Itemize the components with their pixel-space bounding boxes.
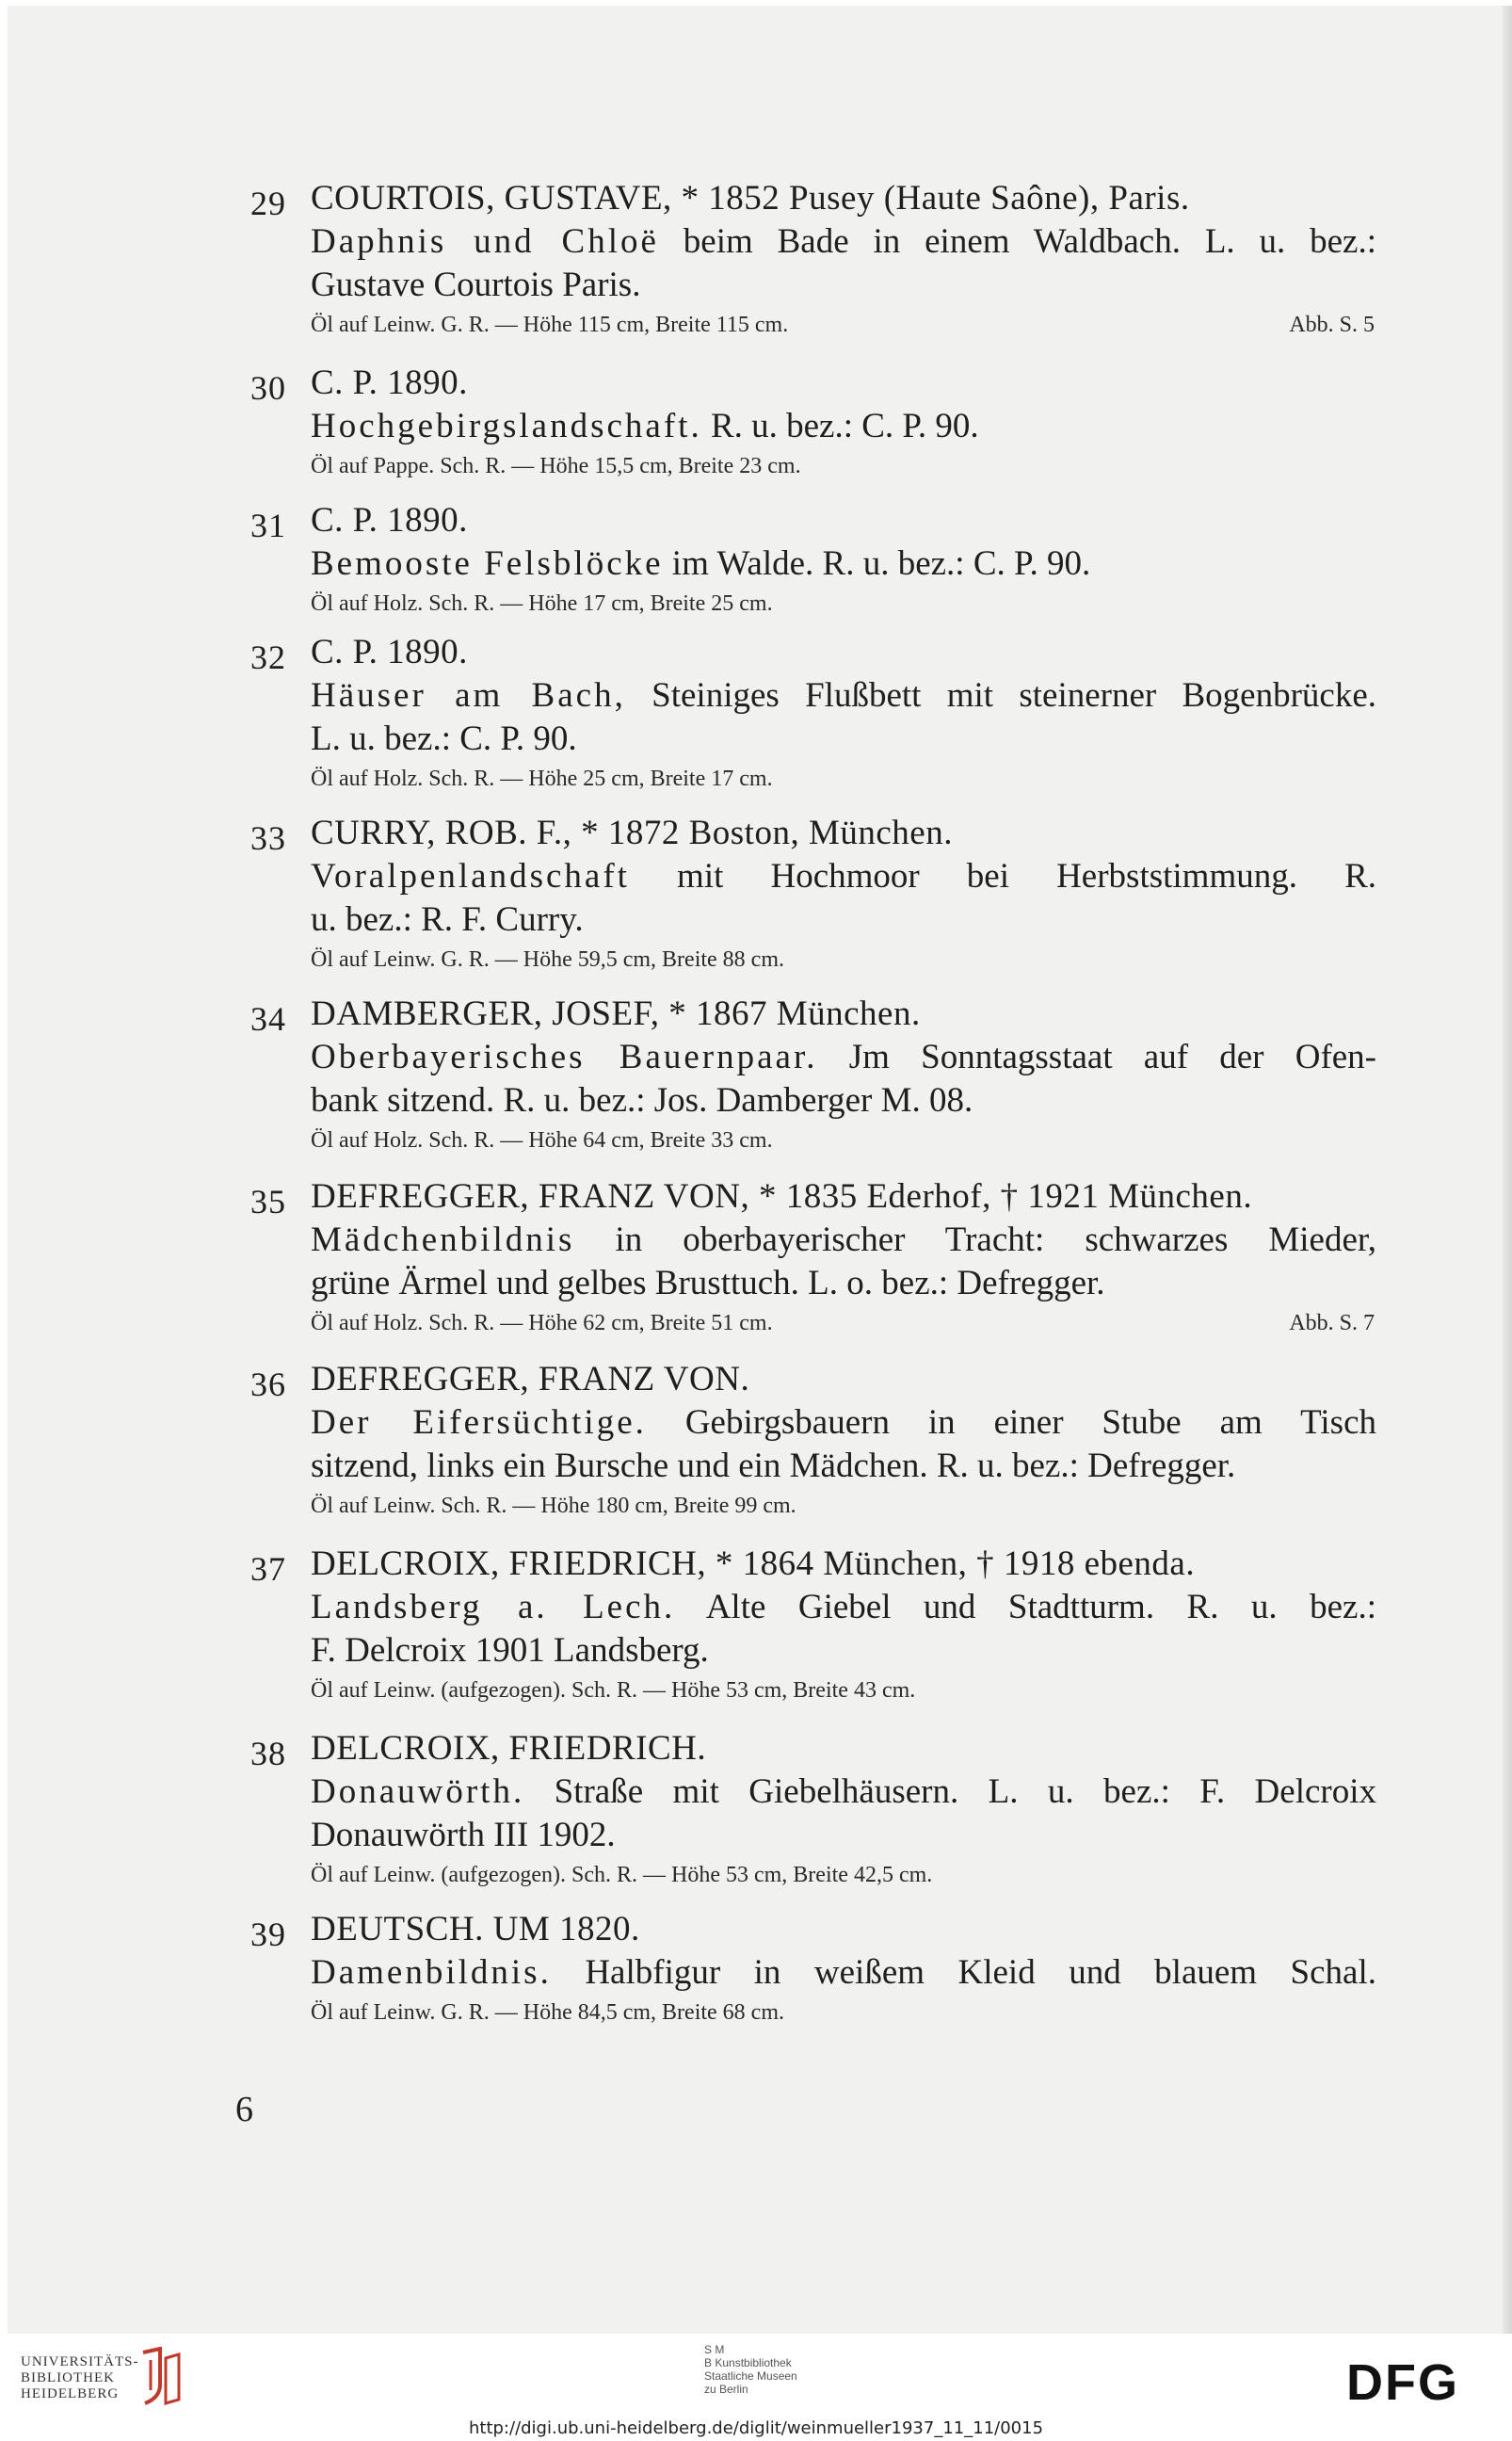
description-text: Straße mit Giebelhäusern. L. u. bez.: F. Delcroix <box>554 1772 1377 1811</box>
entry-number: 37 <box>250 1550 286 1588</box>
description-continuation: Gustave Courtois Paris. <box>311 266 641 304</box>
entry-heading: DEUTSCH. UM 1820. <box>311 1910 640 1948</box>
description-continuation: Donauwörth III 1902. <box>311 1816 616 1854</box>
description-text: Steiniges Flußbett mit steinerner Bogenbrücke. <box>651 676 1377 715</box>
entry-description <box>311 1586 1376 1629</box>
viewer-footer <box>0 2334 1512 2441</box>
entry-heading: C. P. 1890. <box>311 364 468 402</box>
entry-heading: DEFREGGER, FRANZ VON, * 1835 Ederhof, † 1921 München. <box>311 1177 1253 1216</box>
entry-number: 29 <box>250 185 286 222</box>
description-text: Alte Giebel und Stadtturm. R. u. bez.: <box>705 1588 1376 1626</box>
entry-heading: DAMBERGER, JOSEF, * 1867 München. <box>311 994 921 1033</box>
technical-details: Öl auf Leinw. G. R. — Höhe 115 cm, Breite 115 cm. <box>311 313 789 337</box>
entry-heading: C. P. 1890. <box>311 633 468 671</box>
entry-number: 38 <box>250 1735 286 1772</box>
entry-number: 34 <box>250 1000 286 1038</box>
technical-details: Öl auf Pappe. Sch. R. — Höhe 15,5 cm, Breite 23 cm. <box>311 454 801 478</box>
entry-description <box>311 1951 1376 1995</box>
page-url[interactable]: http://digi.ub.uni-heidelberg.de/diglit/weinmueller1937_11_11/0015 <box>468 2418 1044 2438</box>
entry-heading: DELCROIX, FRIEDRICH. <box>311 1729 707 1768</box>
dfg-logo-text: DFG <box>1346 2354 1459 2407</box>
entry-number: 32 <box>250 639 286 676</box>
entry-description <box>311 405 979 448</box>
entry-description <box>311 1401 1376 1445</box>
entry-number: 39 <box>250 1916 286 1953</box>
page-edge-shadow <box>1503 6 1512 2334</box>
entry-description <box>311 674 1376 718</box>
artwork-title: Hochgebirgslandschaft. <box>311 407 702 445</box>
catalog-page <box>8 6 1512 2334</box>
description-continuation: grüne Ärmel und gelbes Brusttuch. L. o. bez.: Defregger. <box>311 1264 1105 1302</box>
artwork-title: Damenbildnis. <box>311 1953 552 1992</box>
entry-number: 35 <box>250 1183 286 1220</box>
technical-details: Öl auf Leinw. (aufgezogen). Sch. R. — Höhe 53 cm, Breite 42,5 cm. <box>311 1863 933 1887</box>
entry-heading: CURRY, ROB. F., * 1872 Boston, München. <box>311 814 953 852</box>
entry-heading: COURTOIS, GUSTAVE, * 1852 Pusey (Haute Saône), Paris. <box>311 179 1190 218</box>
illustration-reference: Abb. S. 5 <box>1289 313 1375 337</box>
library-name-line: BIBLIOTHEK <box>21 2370 115 2385</box>
description-text: im Walde. R. u. bez.: C. P. 90. <box>671 544 1091 583</box>
artwork-title: Der Eifersüchtige. <box>311 1403 647 1442</box>
technical-details: Öl auf Leinw. G. R. — Höhe 84,5 cm, Breite 68 cm. <box>311 2000 785 2025</box>
entry-description <box>311 855 1376 898</box>
artwork-title: Mädchenbildnis <box>311 1220 575 1259</box>
entry-heading: DELCROIX, FRIEDRICH, * 1864 München, † 1918 ebenda. <box>311 1544 1196 1583</box>
entry-heading: C. P. 1890. <box>311 501 468 540</box>
artwork-title: Donauwörth. <box>311 1772 525 1811</box>
description-text: Halbfigur in weißem Kleid und blauem Schal. <box>585 1953 1377 1992</box>
description-continuation: bank sitzend. R. u. bez.: Jos. Damberger M. 08. <box>311 1081 973 1120</box>
description-text: R. u. bez.: C. P. 90. <box>710 407 979 445</box>
stamp-line: zu Berlin <box>704 2383 748 2396</box>
description-continuation: u. bez.: R. F. Curry. <box>311 900 584 939</box>
artwork-title: Daphnis und Chloë <box>311 222 659 261</box>
technical-details: Öl auf Holz. Sch. R. — Höhe 64 cm, Breite 33 cm. <box>311 1128 773 1153</box>
stamp-line: S M <box>704 2343 725 2356</box>
entry-heading: DEFREGGER, FRANZ VON. <box>311 1360 750 1398</box>
heidelberg-library-logo[interactable] <box>21 2354 139 2402</box>
technical-details: Öl auf Leinw. Sch. R. — Höhe 180 cm, Breite 99 cm. <box>311 1494 796 1518</box>
entry-number: 31 <box>250 507 286 544</box>
library-name-line: HEIDELBERG <box>21 2386 120 2401</box>
dfg-logo-icon[interactable] <box>1346 2354 1488 2407</box>
technical-details: Öl auf Holz. Sch. R. — Höhe 62 cm, Breite 51 cm. <box>311 1311 773 1335</box>
page-number: 6 <box>235 2090 253 2129</box>
description-text: beim Bade in einem Waldbach. L. u. bez.: <box>683 222 1377 261</box>
illustration-reference: Abb. S. 7 <box>1289 1311 1375 1335</box>
technical-details: Öl auf Leinw. G. R. — Höhe 59,5 cm, Breite 88 cm. <box>311 947 785 972</box>
technical-details: Öl auf Holz. Sch. R. — Höhe 17 cm, Breite 25 cm. <box>311 591 773 616</box>
heidelberg-emblem-icon <box>137 2347 185 2407</box>
entry-description <box>311 1770 1376 1814</box>
stamp-line: B Kunstbibliothek <box>704 2356 792 2369</box>
description-text: Jm Sonntagsstaat auf der Ofen- <box>848 1038 1377 1076</box>
kunstbibliothek-stamp <box>704 2343 797 2396</box>
technical-details: Öl auf Holz. Sch. R. — Höhe 25 cm, Breite 17 cm. <box>311 767 773 791</box>
artwork-title: Häuser am Bach, <box>311 676 626 715</box>
description-continuation: L. u. bez.: C. P. 90. <box>311 719 577 758</box>
entry-description <box>311 542 1090 586</box>
entry-description <box>311 1036 1376 1079</box>
stamp-line: Staatliche Museen <box>704 2369 797 2383</box>
artwork-title: Bemooste Felsblöcke <box>311 544 664 583</box>
technical-details: Öl auf Leinw. (aufgezogen). Sch. R. — Höhe 53 cm, Breite 43 cm. <box>311 1678 916 1703</box>
entry-number: 36 <box>250 1366 286 1403</box>
artwork-title: Oberbayerisches Bauernpaar. <box>311 1038 818 1076</box>
library-name-line: UNIVERSITÄTS- <box>21 2354 139 2369</box>
entry-number: 33 <box>250 819 286 857</box>
description-text: mit Hochmoor bei Herbststimmung. R. <box>677 857 1377 896</box>
entry-description <box>311 220 1376 264</box>
description-continuation: sitzend, links ein Bursche und ein Mädchen. R. u. bez.: Defregger. <box>311 1447 1236 1485</box>
description-text: Gebirgsbauern in einer Stube am Tisch <box>684 1403 1376 1442</box>
artwork-title: Landsberg a. Lech. <box>311 1588 676 1626</box>
description-continuation: F. Delcroix 1901 Landsberg. <box>311 1631 709 1670</box>
artwork-title: Voralpenlandschaft <box>311 857 630 896</box>
entry-number: 30 <box>250 369 286 407</box>
description-text: in oberbayerischer Tracht: schwarzes Mieder, <box>615 1220 1376 1259</box>
entry-description <box>311 1219 1376 1262</box>
